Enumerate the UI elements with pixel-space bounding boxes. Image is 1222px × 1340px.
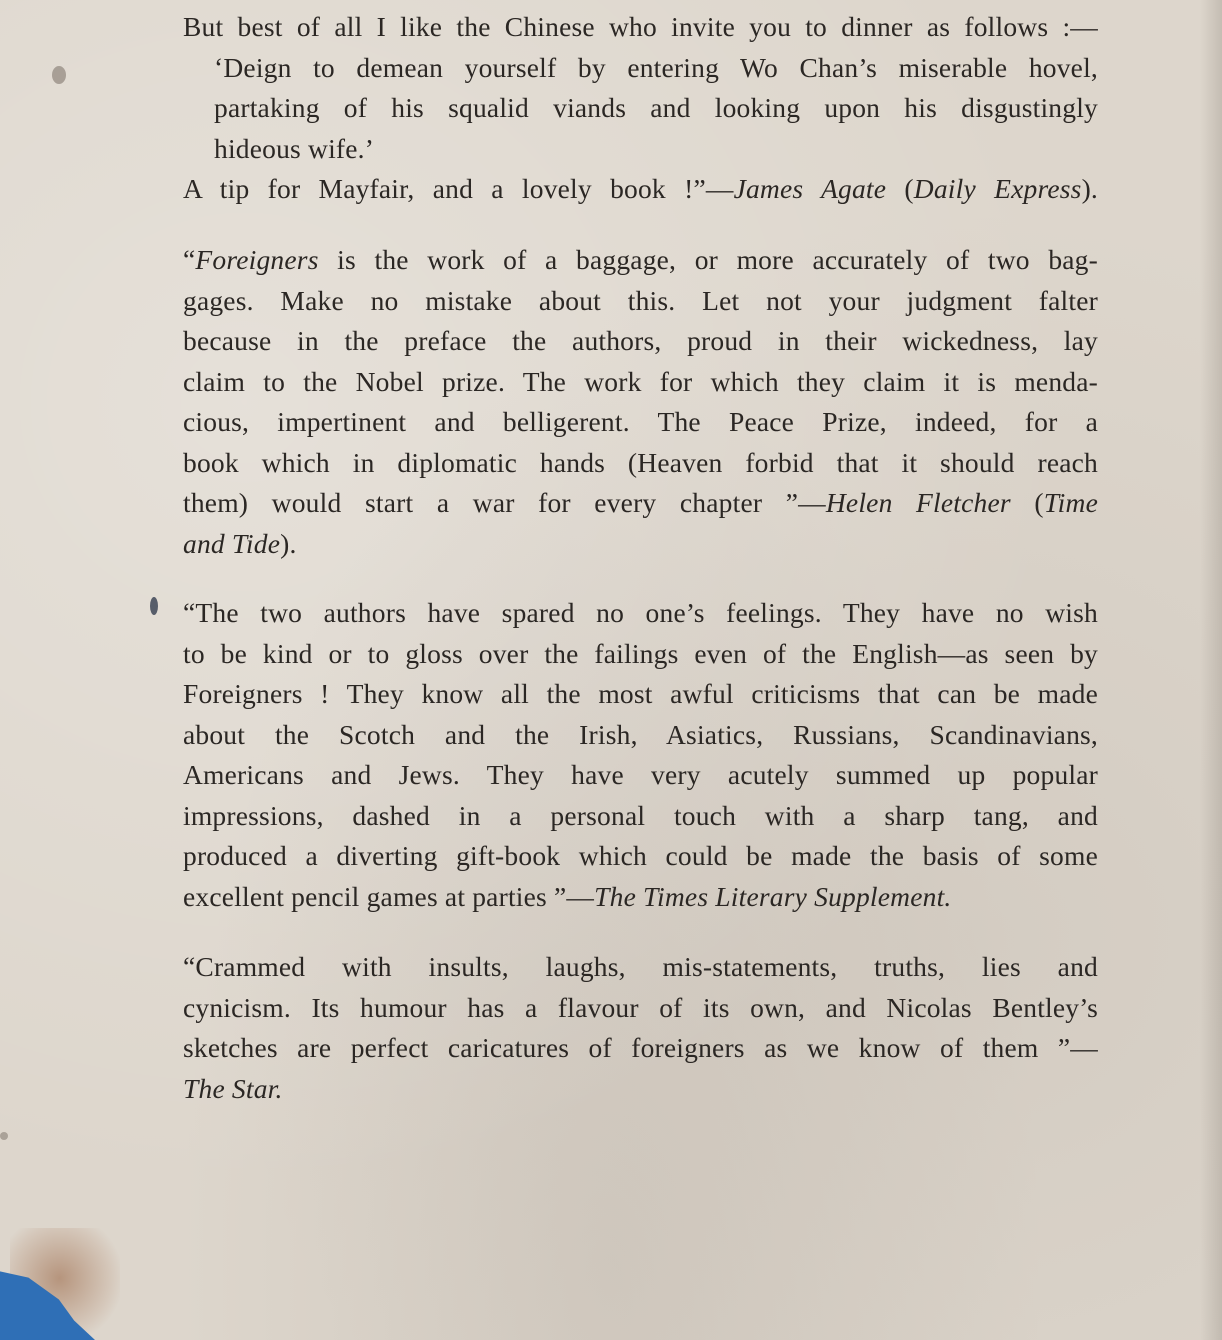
review-line: book which in diplomatic hands (Heaven forbid that it should reach	[183, 446, 1098, 478]
reviewer-name: Helen Fletcher	[825, 487, 1011, 518]
review-helen-fletcher	[183, 240, 1098, 564]
publication-name: The Star.	[183, 1072, 283, 1104]
review-the-star	[183, 947, 1098, 1109]
publication-name: The Times Literary Supplement.	[594, 880, 952, 912]
review-line: cynicism. Its humour has a flavour of its own, and Nicolas Bentley’s	[183, 991, 1098, 1023]
review-line: gages. Make no mistake about this. Let not your judgment falter	[183, 284, 1098, 316]
publication-name: Daily Express	[913, 173, 1082, 204]
review-attribution-line: excellent pencil games at parties ”—The Times Literary Supplement.	[183, 880, 952, 912]
review-line: impressions, dashed in a personal touch with a sharp tang, and	[183, 799, 1098, 831]
review-line: sketches are perfect caricatures of foreigners as we know of them ”—	[183, 1032, 1098, 1063]
review-james-agate	[183, 7, 1098, 210]
review-attribution-line: them) would start a war for every chapter ”—Helen Fletcher (Time	[183, 487, 1098, 518]
review-line: “Foreigners is the work of a baggage, or more accurately of two bag-	[183, 244, 1098, 275]
closing-text: A tip for Mayfair, and a lovely book !”—	[183, 173, 734, 204]
review-line: Foreigners ! They know all the most awful criticisms that can be made	[183, 678, 1098, 709]
cut-off-top-line	[182, 0, 1097, 6]
publication-name-part: and Tide	[183, 527, 281, 559]
review-attribution-line	[183, 1069, 1098, 1110]
review-attribution-line: A tip for Mayfair, and a lovely book !”—James Agate (Daily Express).	[183, 173, 1098, 204]
review-line: “The two authors have spared no one’s feelings. They have no wish	[183, 597, 1098, 628]
review-line: because in the preface the authors, proud in their wickedness, lay	[183, 325, 1098, 356]
review-line: Americans and Jews. They have very acutely summed up popular	[183, 759, 1098, 790]
review-line: to be kind or to gloss over the failings even of the English—as seen by	[183, 637, 1098, 669]
review-times-literary-supplement	[183, 593, 1098, 917]
quote-line: ‘Deign to demean yourself by entering Wo Chan’s miserable hovel,	[214, 51, 1098, 83]
paper-speck	[0, 1132, 8, 1140]
publication-name-part: Time	[1043, 487, 1098, 518]
review-line: cious, impertinent and belligerent. The Peace Prize, indeed, for a	[183, 406, 1098, 437]
review-line: about the Scotch and the Irish, Asiatics, Russians, Scandinavians,	[183, 718, 1098, 750]
quote-line: partaking of his squalid viands and looking upon his disgustingly	[214, 92, 1098, 123]
review-line: claim to the Nobel prize. The work for which they claim it is menda-	[183, 365, 1098, 397]
quote-line: hideous wife.’	[214, 132, 375, 164]
review-line: produced a diverting gift-book which could be made the basis of some	[183, 840, 1098, 871]
ink-speck	[150, 597, 158, 615]
reviewer-name: James Agate	[733, 173, 887, 204]
review-line: “Crammed with insults, laughs, mis-statements, truths, lies and	[183, 951, 1098, 982]
review-line: But best of all I like the Chinese who invite you to dinner as follows :—	[183, 11, 1098, 42]
page-edge-shadow	[1200, 0, 1222, 1340]
review-attribution-line: and Tide).	[183, 527, 297, 559]
paper-speck	[52, 66, 66, 84]
book-title: Foreigners	[195, 244, 319, 275]
